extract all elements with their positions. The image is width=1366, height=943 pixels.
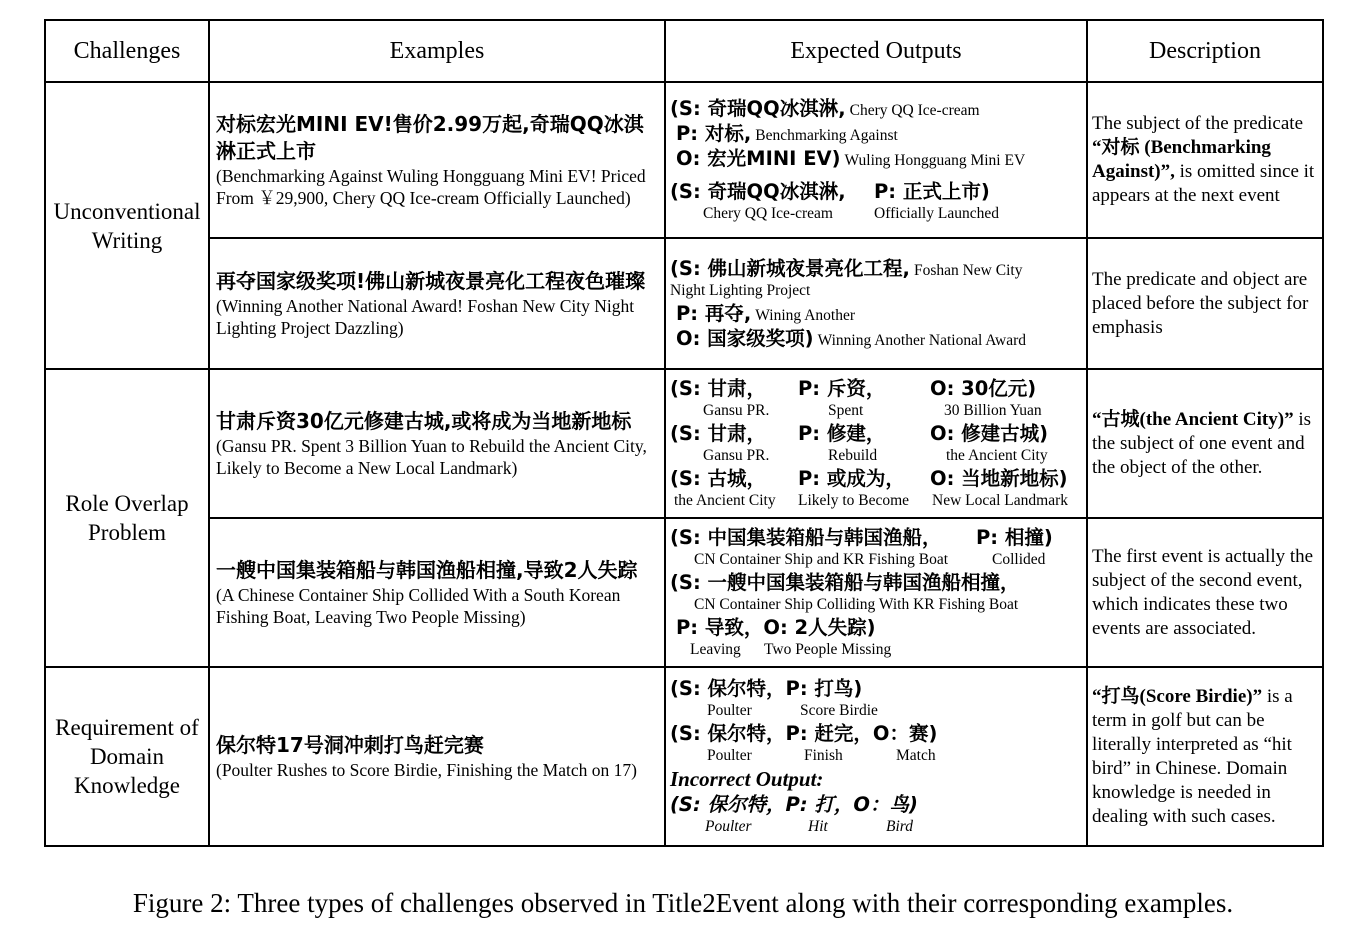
output-gloss: CN Container Ship and KR Fishing Boat <box>694 551 949 568</box>
output-object: O: 30亿元) <box>930 377 1037 400</box>
description-cell <box>1087 667 1323 846</box>
example-cell <box>209 238 665 369</box>
output-gloss: Two People Missing <box>764 641 892 658</box>
example-chinese: 再夺国家级奖项!佛山新城夜景亮化工程夜色璀璨 <box>216 269 646 293</box>
challenge-label: Unconventional <box>53 198 201 224</box>
expected-output-cell <box>665 518 1087 667</box>
output-gloss: Gansu PR. <box>703 447 770 464</box>
output-gloss: Chery QQ Ice-cream <box>849 102 980 119</box>
output-gloss: Match <box>896 747 936 764</box>
output-predicate: P: 正式上市) <box>874 180 990 203</box>
output-gloss: Benchmarking Against <box>755 127 898 144</box>
output-object: O: 修建古城) <box>930 422 1049 445</box>
table-row <box>45 369 1323 518</box>
output-predicate: P: 对标, <box>676 122 752 145</box>
header-row <box>45 20 1323 82</box>
output-predicate: P: 斥资， <box>798 377 886 400</box>
challenge-label: Requirement of <box>55 715 199 740</box>
example-cell <box>209 518 665 667</box>
description-text: is a term in golf but can be literally interpreted as “hit bird” in Chinese. Domain knowledge is needed in dealing with such cases. <box>1092 685 1293 827</box>
output-gloss: Winning Another National Award <box>817 332 1027 349</box>
output-subject: (S: 奇瑞QQ冰淇淋, <box>670 97 846 120</box>
challenge-label: Knowledge <box>73 773 181 798</box>
output-gloss: Leaving <box>690 641 741 658</box>
output-gloss: Spent <box>828 402 864 419</box>
challenge-domain-knowledge <box>45 667 209 846</box>
output-subject: (S: 奇瑞QQ冰淇淋, <box>670 180 846 203</box>
challenges-table <box>44 19 1324 847</box>
header-expected-outputs: Expected Outputs <box>665 20 1087 82</box>
challenge-label: Role Overlap <box>65 491 189 516</box>
header-description: Description <box>1087 20 1323 82</box>
example-english: (Gansu PR. Spent 3 Billion Yuan to Rebuild the Ancient City, Likely to Become a New Local Landmark) <box>216 436 647 478</box>
description-term: “对标 (Benchmarking Against)”, <box>1092 137 1271 182</box>
output-subject: (S: 甘肃， <box>670 377 767 400</box>
example-cell <box>209 667 665 846</box>
output-gloss: New Local Landmark <box>932 492 1068 509</box>
output-subject: (S: 中国集装箱船与韩国渔船， <box>670 526 942 549</box>
output-gloss: Night Lighting Project <box>670 282 811 299</box>
output-subject: (S: 甘肃， <box>670 422 767 445</box>
table-row <box>45 518 1323 667</box>
output-predicate: P: 或成为， <box>798 467 905 490</box>
incorrect-output-label: Incorrect Output: <box>670 767 824 791</box>
example-chinese: 保尔特17号洞冲刺打鸟赶完赛 <box>216 733 484 757</box>
output-gloss: Collided <box>992 551 1046 568</box>
example-chinese: 对标宏光MINI EV!售价2.99万起,奇瑞QQ冰淇淋正式上市 <box>216 112 644 163</box>
output-object: O: 当地新地标) <box>930 467 1068 490</box>
output-gloss: 30 Billion Yuan <box>944 402 1042 419</box>
example-english: (A Chinese Container Ship Collided With a South Korean Fishing Boat, Leaving Two People Missing) <box>216 585 621 627</box>
output-predicate: P: 再夺, <box>676 302 752 325</box>
table-row <box>45 667 1323 846</box>
output-gloss: CN Container Ship Colliding With KR Fishing Boat <box>694 596 1019 613</box>
description-text: The predicate and object are placed before the subject for emphasis <box>1092 268 1309 338</box>
output-gloss: Wining Another <box>755 307 855 324</box>
challenge-label: Domain <box>89 744 165 769</box>
description-cell <box>1087 518 1323 667</box>
description-cell <box>1087 369 1323 518</box>
description-text: is the subject of one event and the object of the other. <box>1092 408 1312 478</box>
header-challenges: Challenges <box>45 20 209 82</box>
output-gloss: the Ancient City <box>946 447 1048 464</box>
challenge-label: Writing <box>91 227 163 253</box>
output-gloss: Foshan New City <box>913 262 1023 279</box>
description-text: is omitted since it appears at the next event <box>1092 161 1315 206</box>
output-object: O: 宏光MINI EV) <box>676 147 841 170</box>
challenge-role-overlap <box>45 369 209 667</box>
output-gloss: Gansu PR. <box>703 402 770 419</box>
output-event: (S: 保尔特，P: 赶完，O：赛) <box>670 722 938 745</box>
example-chinese: 一艘中国集装箱船与韩国渔船相撞,导致2人失踪 <box>216 558 638 582</box>
output-gloss: Likely to Become <box>798 492 910 509</box>
output-subject: (S: 古城， <box>670 467 767 490</box>
challenge-label: Problem <box>88 520 166 545</box>
output-subject: (S: 一艘中国集装箱船与韩国渔船相撞， <box>670 571 1020 594</box>
output-gloss: Hit <box>808 818 828 835</box>
expected-output-cell <box>665 238 1087 369</box>
description-text: The first event is actually the subject of the second event, which indicates these two events are associated. <box>1092 545 1314 639</box>
output-object: O: 国家级奖项) <box>676 327 814 350</box>
output-gloss: Poulter <box>707 702 752 719</box>
example-cell <box>209 369 665 518</box>
output-predicate: P: 修建， <box>798 422 886 445</box>
description-term: “古城(the Ancient City)” <box>1092 408 1294 430</box>
figure-caption: Figure 2: Three types of challenges observed in Title2Event along with their corresponding examples. <box>132 888 1234 918</box>
description-cell <box>1087 238 1323 369</box>
example-cell <box>209 82 665 238</box>
output-gloss: Score Birdie <box>800 702 878 719</box>
output-gloss: the Ancient City <box>674 492 776 509</box>
challenge-unconventional-writing <box>45 82 209 369</box>
table-row <box>45 82 1323 238</box>
output-subject: (S: 佛山新城夜景亮化工程, <box>670 257 910 280</box>
output-gloss: Rebuild <box>828 447 878 464</box>
expected-output-cell <box>665 82 1087 238</box>
output-gloss: Finish <box>804 747 843 764</box>
output-predicate-object: P: 导致，O: 2人失踪) <box>676 616 876 639</box>
output-gloss: Officially Launched <box>874 205 999 222</box>
output-gloss: Wuling Hongguang Mini EV <box>844 152 1026 169</box>
expected-output-cell <box>665 667 1087 846</box>
output-event: (S: 保尔特，P: 打鸟) <box>670 677 863 700</box>
output-predicate: P: 相撞) <box>976 526 1053 549</box>
description-text: The subject of the predicate <box>1092 113 1304 134</box>
output-gloss: Chery QQ Ice-cream <box>703 205 833 222</box>
example-chinese: 甘肃斥资30亿元修建古城,或将成为当地新地标 <box>216 409 632 433</box>
header-examples: Examples <box>209 20 665 82</box>
incorrect-output-event: (S: 保尔特，P: 打，O：鸟) <box>670 793 918 816</box>
example-english: (Benchmarking Against Wuling Hongguang Mini EV! Priced From ￥29,900, Chery QQ Ice-cream Officially Launched) <box>216 166 646 208</box>
example-english: (Poulter Rushes to Score Birdie, Finishing the Match on 17) <box>216 760 637 780</box>
output-gloss: Poulter <box>705 818 752 835</box>
output-gloss: Poulter <box>707 747 752 764</box>
example-english: (Winning Another National Award! Foshan New City Night Lighting Project Dazzling) <box>216 296 635 338</box>
description-cell <box>1087 82 1323 238</box>
output-gloss: Bird <box>886 818 913 835</box>
table-row <box>45 238 1323 369</box>
expected-output-cell <box>665 369 1087 518</box>
description-term: “打鸟(Score Birdie)” <box>1092 685 1263 707</box>
